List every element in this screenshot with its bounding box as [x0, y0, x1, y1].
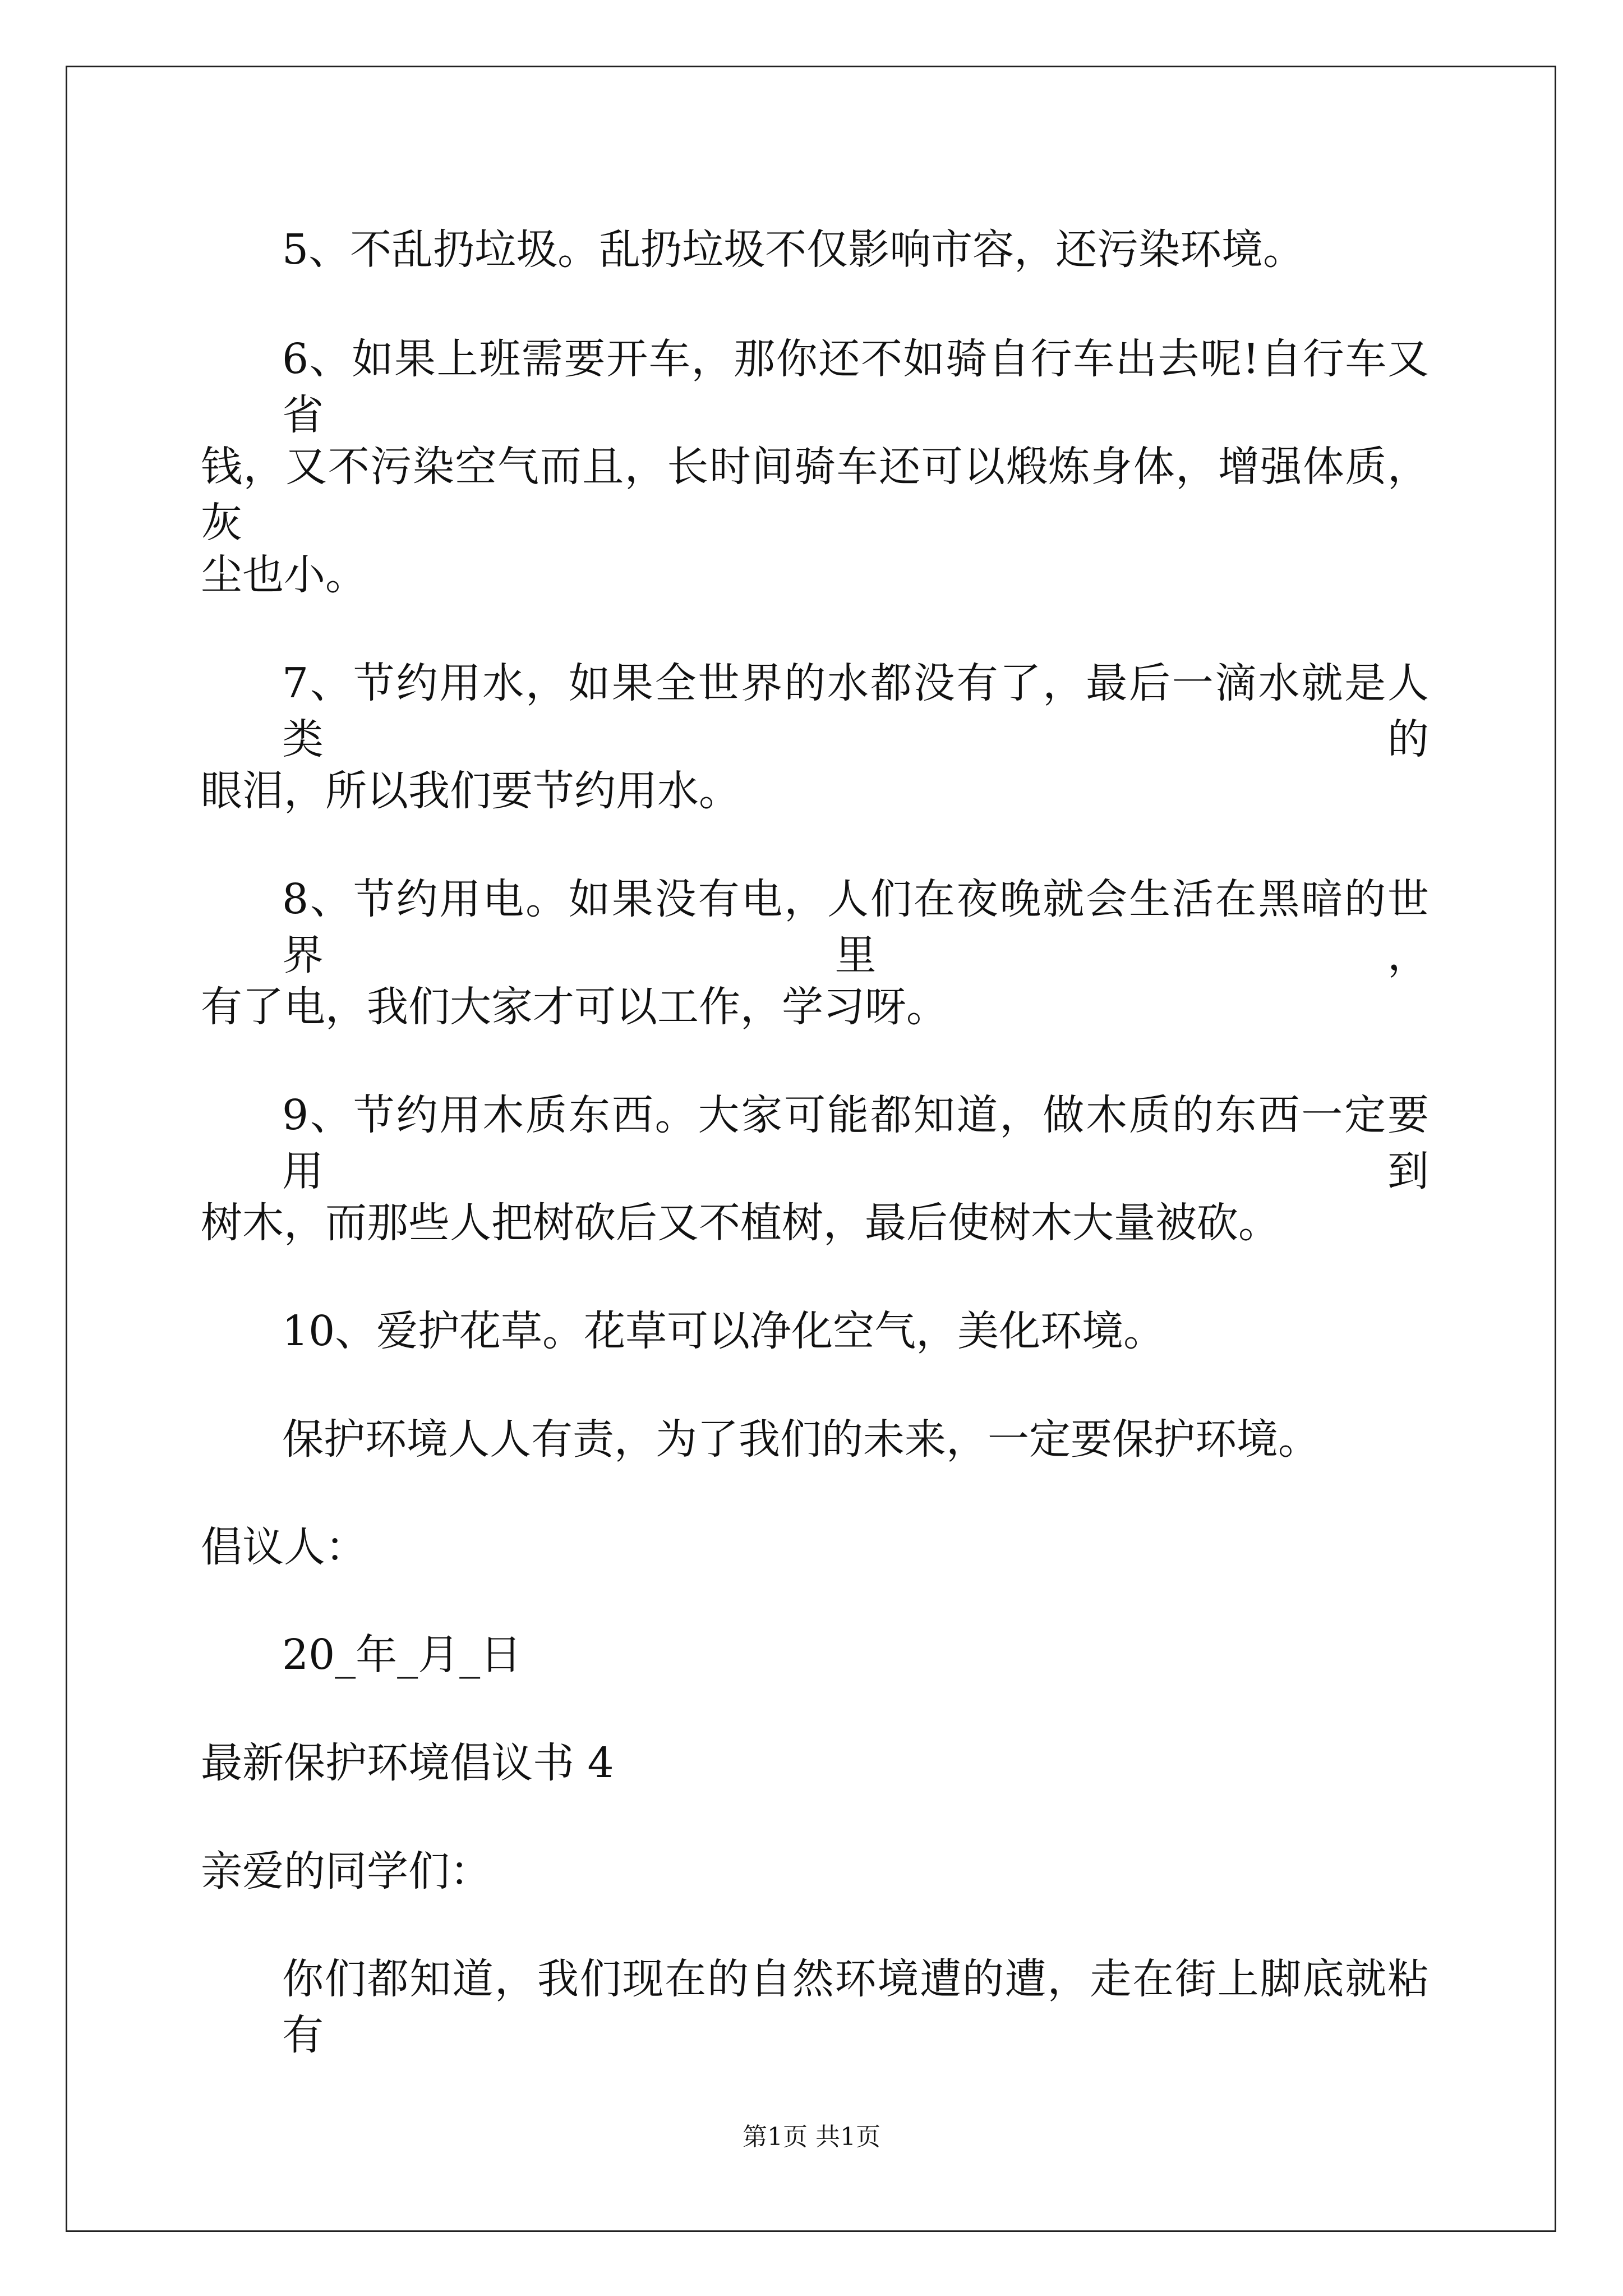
section-title: 最新保护环境倡议书 4 [201, 1739, 614, 1787]
page-footer: 第1页 共1页 [743, 2123, 880, 2151]
paragraph-line: 7、节约用水，如果全世界的水都没有了，最后一滴水就是人类的 [282, 659, 1429, 763]
paragraph-line: 10、爱护花草。花草可以净化空气，美化环境。 [282, 1307, 1165, 1355]
paragraph-line: 保护环境人人有责，为了我们的未来，一定要保护环境。 [282, 1415, 1320, 1464]
paragraph-line: 钱，又不污染空气而且，长时间骑车还可以煅炼身体，增强体质，灰 [201, 443, 1429, 547]
paragraph-line: 树木，而那些人把树砍后又不植树，最后使树木大量被砍。 [201, 1199, 1280, 1247]
paragraph-line: 5、不乱扔垃圾。乱扔垃圾不仅影响市容，还污染环境。 [282, 226, 1305, 274]
paragraph-line: 尘也小。 [201, 551, 367, 599]
paragraph-line: 有了电，我们大家才可以工作，学习呀。 [201, 983, 948, 1031]
salutation: 亲爱的同学们： [201, 1847, 491, 1895]
signature-label: 倡议人： [201, 1523, 367, 1571]
paragraph-line: 你们都知道，我们现在的自然环境遭的遭，走在街上脚底就粘有 [282, 1955, 1429, 2059]
date-line: 20_年_月_日 [282, 1631, 522, 1679]
paragraph-line: 6、如果上班需要开车，那你还不如骑自行车出去呢!自行车又省 [282, 335, 1429, 439]
paragraph-line: 眼泪，所以我们要节约用水。 [201, 767, 740, 815]
paragraph-line: 9、节约用木质东西。大家可能都知道，做木质的东西一定要用到 [282, 1091, 1429, 1195]
paragraph-line: 8、节约用电。如果没有电，人们在夜晚就会生活在黑暗的世界里， [282, 875, 1429, 979]
